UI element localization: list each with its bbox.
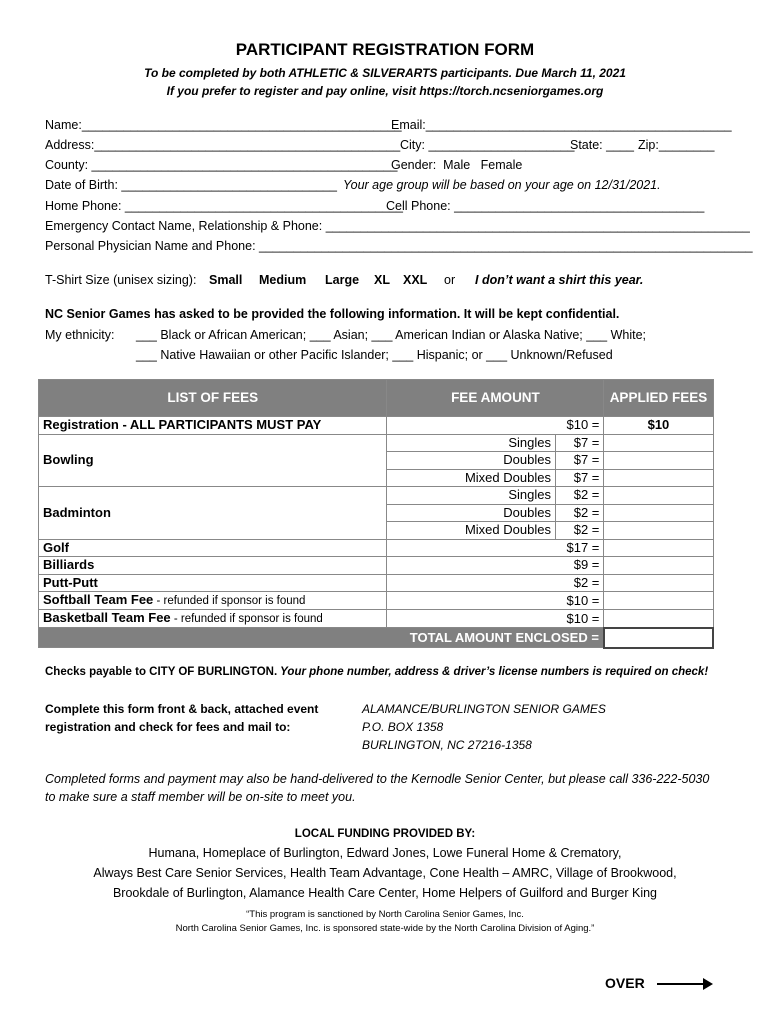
funding-line2: Always Best Care Senior Services, Health Team Advantage, Cone Health – AMRC, Village of Brookwood, [93, 866, 677, 880]
fee-badminton-doubles: Doubles [387, 504, 555, 522]
funding-line3: Brookdale of Burlington, Alamance Health Care Center, Home Helpers of Guilford and Burger King [112, 886, 658, 900]
fee-basketball-note: - refunded if sponsor is found [170, 613, 323, 625]
funding-line1: Humana, Homeplace of Burlington, Edward Jones, Lowe Funeral Home & Crematory, [148, 846, 622, 860]
total-label: TOTAL AMOUNT ENCLOSED = [39, 628, 604, 648]
address-field[interactable]: Address:____________________________________________ [45, 138, 401, 152]
mailing-address-line1: ALAMANCE/BURLINGTON SENIOR GAMES [362, 702, 606, 716]
header-list-of-fees: LIST OF FEES [39, 380, 387, 417]
fee-basketball-cell [39, 610, 387, 628]
funding-heading: LOCAL FUNDING PROVIDED BY: [294, 828, 476, 840]
physician-field[interactable]: Personal Physician Name and Phone: _______________________________________________________________________ [45, 239, 753, 253]
applied-badminton-mixed[interactable] [604, 522, 713, 540]
table-row [39, 417, 714, 435]
ethnicity-options-line2[interactable]: ___ Native Hawaiian or other Pacific Islander; ___ Hispanic; or ___ Unknown/Refused [136, 348, 613, 362]
fees-header-row [39, 380, 714, 417]
fee-bowling-singles-amount: $7 = [555, 434, 603, 452]
applied-billiards[interactable] [604, 557, 713, 575]
checks-payable: Checks payable to CITY OF BURLINGTON. [45, 666, 278, 678]
fee-softball-amount: $10 = [387, 592, 604, 610]
tshirt-size-small[interactable]: Small [209, 273, 243, 287]
sanction-note [0, 908, 770, 936]
tshirt-size-xxl[interactable]: XXL [403, 273, 428, 287]
fee-bowling-doubles: Doubles [387, 452, 555, 470]
applied-golf[interactable] [604, 539, 713, 557]
applied-bowling-mixed[interactable] [604, 469, 713, 487]
fee-badminton-singles: Singles [387, 487, 555, 505]
fee-registration-name: Registration - ALL PARTICIPANTS MUST PAY [39, 417, 387, 435]
ethnicity-intro: NC Senior Games has asked to be provided the following information. It will be kept confidential. [45, 307, 620, 321]
table-row [39, 434, 714, 452]
right-arrow-icon [657, 983, 705, 985]
fee-softball-note: - refunded if sponsor is found [153, 595, 306, 607]
city-field[interactable]: City: _____________________ [400, 138, 575, 152]
fee-billiards-name: Billiards [39, 557, 387, 575]
dob-note: Your age group will be based on your age on 12/31/2021. [343, 178, 661, 192]
fee-badminton-mixed: Mixed Doubles [387, 522, 555, 540]
fee-golf-name: Golf [39, 539, 387, 557]
sanction-line1: “This program is sanctioned by North Carolina Senior Games, Inc. [246, 909, 524, 920]
emergency-contact-field[interactable]: Emergency Contact Name, Relationship & Phone: _____________________________________________________________ [45, 219, 750, 233]
fee-badminton-singles-amount: $2 = [555, 487, 603, 505]
table-row [39, 610, 714, 628]
fee-puttputt-name: Putt-Putt [39, 574, 387, 592]
fee-bowling-singles: Singles [387, 434, 555, 452]
fee-golf-amount: $17 = [387, 539, 604, 557]
name-field[interactable]: Name:______________________________________________ [45, 118, 402, 132]
applied-basketball[interactable] [604, 610, 713, 628]
email-field[interactable]: Email:____________________________________________ [391, 118, 732, 132]
fee-billiards-amount: $9 = [387, 557, 604, 575]
fee-bowling-mixed-amount: $7 = [555, 469, 603, 487]
fee-badminton-doubles-amount: $2 = [555, 504, 603, 522]
applied-softball[interactable] [604, 592, 713, 610]
applied-bowling-doubles[interactable] [604, 452, 713, 470]
table-row [39, 574, 714, 592]
county-field[interactable]: County: ____________________________________________ [45, 158, 398, 172]
state-field[interactable]: State: ____ [570, 138, 634, 152]
mailing-address [362, 700, 606, 754]
subtitle-due-date: To be completed by both ATHLETIC & SILVERARTS participants. Due March 11, 2021 [144, 66, 626, 80]
mailing-address-line3: BURLINGTON, NC 27216-1358 [362, 738, 532, 752]
fee-registration-applied[interactable]: $10 [604, 417, 713, 435]
dob-field[interactable]: Date of Birth: _______________________________ [45, 178, 337, 192]
mail-instructions-line1: Complete this form front & back, attached event [45, 702, 319, 716]
zip-field[interactable]: Zip:________ [638, 138, 715, 152]
mail-instructions-line2: registration and check for fees and mail to: [45, 720, 291, 734]
hand-delivered-line2: to make sure a staff member will be on-site to meet you. [45, 790, 356, 804]
tshirt-no-shirt[interactable]: I don’t want a shirt this year. [475, 273, 644, 287]
funding-sponsors [0, 843, 770, 903]
header-applied-fees: APPLIED FEES [604, 380, 713, 417]
tshirt-label: T-Shirt Size (unisex sizing): [45, 273, 197, 287]
page-title: PARTICIPANT REGISTRATION FORM [235, 40, 535, 59]
fee-bowling-name: Bowling [39, 434, 387, 487]
subtitle-online: If you prefer to register and pay online, visit https://torch.ncseniorgames.org [166, 84, 604, 98]
cell-phone-field[interactable]: Cell Phone: ____________________________________ [386, 199, 705, 213]
fee-bowling-doubles-amount: $7 = [555, 452, 603, 470]
hand-delivered-line1: Completed forms and payment may also be hand-delivered to the Kernodle Senior Center, but please call 336-222-5030 [45, 772, 710, 786]
applied-bowling-singles[interactable] [604, 434, 713, 452]
hand-delivered-note [45, 770, 709, 806]
fee-badminton-mixed-amount: $2 = [555, 522, 603, 540]
tshirt-size-large[interactable]: Large [325, 273, 360, 287]
table-row [39, 557, 714, 575]
mail-instructions [45, 700, 318, 736]
fee-registration-amount: $10 = [387, 417, 604, 435]
mailing-address-line2: P.O. BOX 1358 [362, 720, 444, 734]
over-label: OVER [605, 975, 645, 991]
ethnicity-options-line1[interactable]: ___ Black or African American; ___ Asian; ___ American Indian or Alaska Native; ___ White; [136, 328, 647, 342]
sanction-line2: North Carolina Senior Games, Inc. is sponsored state-wide by the North Carolina Division of Aging.” [175, 923, 595, 934]
fee-badminton-name: Badminton [39, 487, 387, 540]
tshirt-or: or [444, 273, 456, 287]
table-row [39, 539, 714, 557]
tshirt-size-xl[interactable]: XL [374, 273, 390, 287]
total-row [39, 628, 714, 648]
header-fee-amount: FEE AMOUNT [387, 380, 604, 417]
checks-requirement: Your phone number, address & driver’s license numbers is required on check! [277, 666, 709, 678]
fees-table [38, 379, 714, 649]
fee-basketball-amount: $10 = [387, 610, 604, 628]
ethnicity-label: My ethnicity: [45, 328, 115, 342]
applied-badminton-singles[interactable] [604, 487, 713, 505]
table-row [39, 592, 714, 610]
total-amount-input[interactable] [604, 628, 713, 648]
applied-badminton-doubles[interactable] [604, 504, 713, 522]
gender-field[interactable]: Gender: Male Female [391, 158, 523, 172]
checks-note [45, 666, 708, 678]
fee-softball-name: Softball Team Fee [43, 592, 154, 607]
fee-softball-cell [39, 592, 387, 610]
fee-basketball-name: Basketball Team Fee [43, 610, 171, 625]
fee-bowling-mixed: Mixed Doubles [387, 469, 555, 487]
tshirt-size-medium[interactable]: Medium [259, 273, 307, 287]
table-row [39, 487, 714, 505]
applied-puttputt[interactable] [604, 574, 713, 592]
fee-puttputt-amount: $2 = [387, 574, 604, 592]
home-phone-field[interactable]: Home Phone: ________________________________________ [45, 199, 403, 213]
